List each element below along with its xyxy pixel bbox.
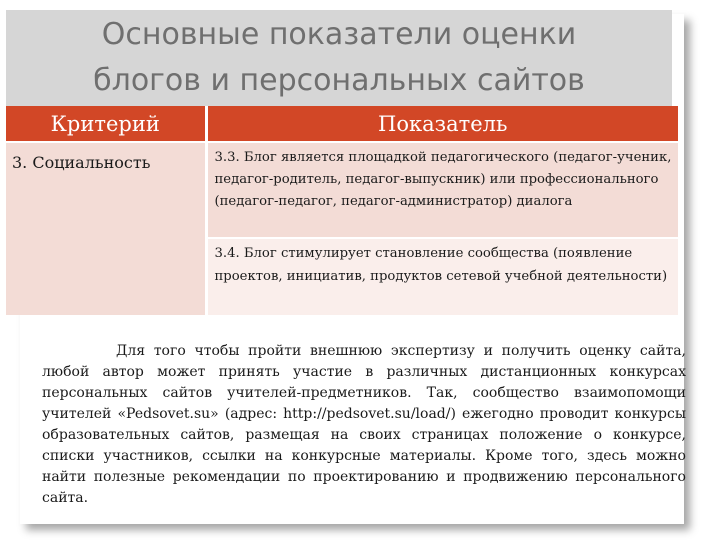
header-criterion: Критерий — [6, 106, 206, 142]
indicator-cell-3-3: 3.3. Блог является площадкой педагогического (педагог-ученик, педагог-родитель, педагог-выпускник) или профессионального (педагог-педагог, педагог-администратор) диалога — [206, 142, 678, 238]
indicator-cell-3-4: 3.4. Блог стимулирует становление сообщества (появление проектов, инициатив, продуктов сетевой учебной деятельности) — [206, 238, 678, 315]
title-line-2: блогов и персональных сайтов — [93, 63, 585, 98]
criterion-cell: 3. Социальность — [6, 142, 206, 315]
table-row — [6, 142, 678, 238]
body-paragraph: Для того чтобы пройти внешнюю экспертизу и получить оценку сайта, любой автор может принять участие в различных дистанционных конкурсах персональных сайтов учителей-предметников. Так, сообщество взаимопомощи учителей «Pedsovet.su» (адрес: http://pedsovet.su/load/) ежегодно проводит конкурсы образовательных сайтов, размещая на своих страницах положение о конкурсе, списки участников, ссылки на конкурсные материалы. Кроме того, здесь можно найти полезные рекомендации по проектированию и продвижению персонального сайта. — [42, 343, 686, 506]
header-indicator: Показатель — [206, 106, 678, 142]
slide-title — [6, 12, 672, 104]
title-line-1: Основные показатели оценки — [101, 17, 577, 52]
table-header-row — [6, 106, 678, 142]
criteria-table — [6, 106, 678, 315]
